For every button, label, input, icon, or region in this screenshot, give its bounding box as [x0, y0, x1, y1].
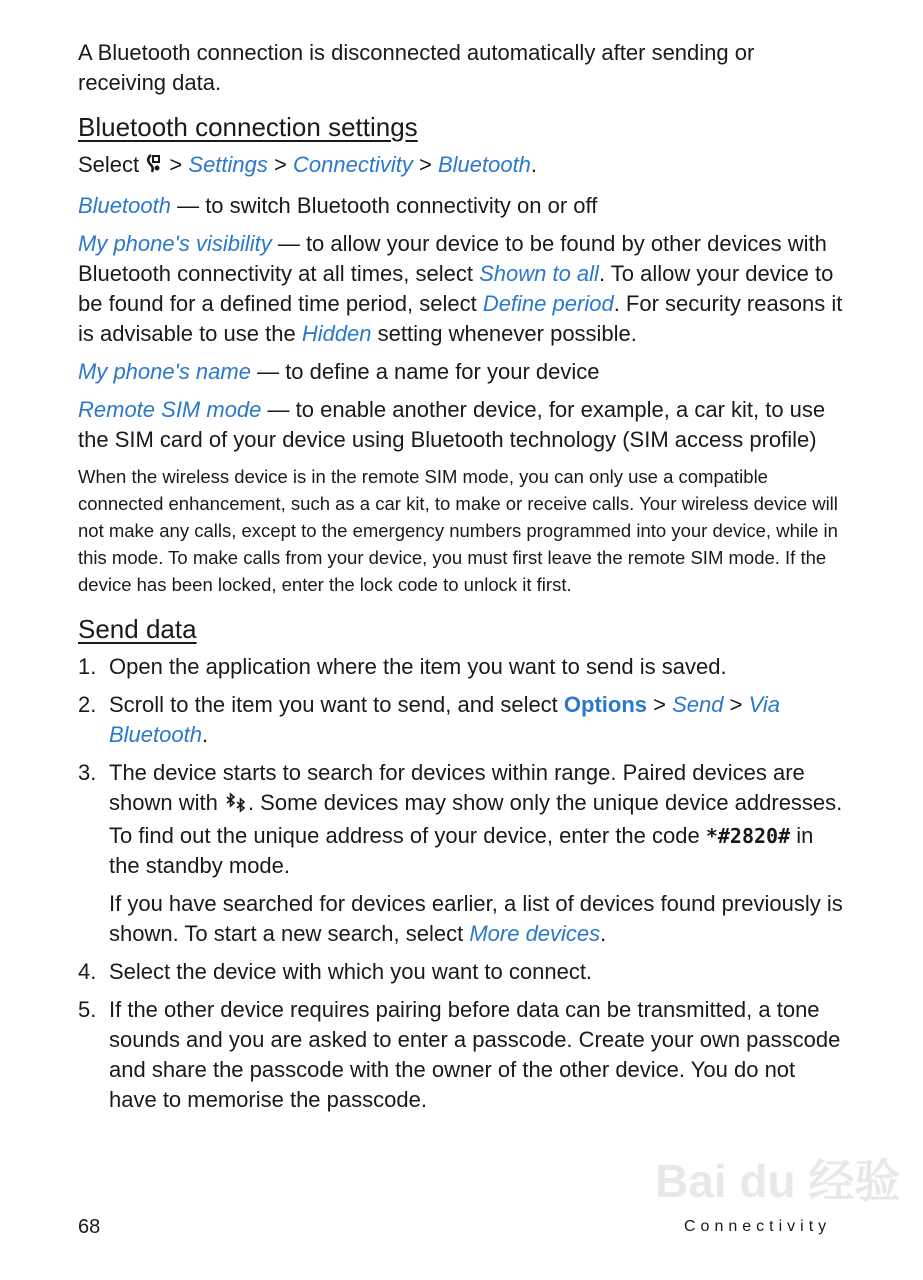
period: . — [600, 921, 607, 946]
text: Scroll to the item you want to send, and select — [109, 692, 564, 717]
step-5 — [78, 995, 848, 1115]
step-text: Open the application where the item you want to send is saved. — [109, 654, 727, 679]
menu-via-bluetooth[interactable]: Via Bluetooth — [109, 692, 780, 747]
step-text — [109, 758, 848, 881]
option-shown-to-all: Shown to all — [479, 261, 599, 286]
desc: — to allow your device to be found by other devices with Bluetooth connectivity at all times, select — [78, 231, 827, 286]
remote-sim-note: When the wireless device is in the remote SIM mode, you can only use a compatible connected enhancement, such as a car kit, to make or receive calls. Your wireless device will not make any calls, except to the emergency numbers programmed into your device, while in this mode. To make calls from your device, you must first leave the remote SIM mode. If the device has been locked, enter the lock code to unlock it first. — [78, 466, 838, 595]
menu-connectivity[interactable]: Connectivity — [293, 152, 413, 177]
option-define-period: Define period — [482, 291, 614, 316]
page-number: 68 — [78, 1216, 101, 1238]
text: in the standby mode. — [109, 823, 814, 878]
menu-options[interactable]: Options — [563, 692, 648, 717]
term-name: My phone's name — [78, 359, 251, 384]
page-content — [78, 38, 848, 1123]
code: *#2820# — [705, 824, 791, 848]
desc: . To allow your device to be found for a defined time period, select — [78, 261, 834, 316]
desc: — to switch Bluetooth connectivity on or off — [170, 193, 598, 218]
step-number: 4. — [78, 959, 97, 984]
setting-name — [78, 357, 848, 387]
step-number: 3. — [78, 760, 97, 785]
step-4 — [78, 957, 848, 987]
text: If you have searched for devices earlier, a list of devices found previously is shown. To start a new search, select — [109, 891, 843, 946]
separator: > — [274, 152, 287, 177]
period: . — [530, 152, 538, 177]
step-number: 2. — [78, 692, 97, 717]
term-bluetooth: Bluetooth — [78, 193, 171, 218]
desc: — to define a name for your device — [250, 359, 600, 384]
text: The device starts to search for devices within range. Paired devices are shown with — [109, 760, 805, 815]
separator: > — [169, 152, 183, 177]
setting-remote-sim — [78, 395, 848, 455]
menu-settings[interactable]: Settings — [188, 152, 268, 177]
menu-key-icon — [145, 153, 163, 183]
separator: > — [723, 692, 749, 717]
period: . — [201, 722, 209, 747]
send-steps — [78, 652, 848, 1115]
desc: — to enable another device, for example, a car kit, to use the SIM card of your device using Bluetooth technology (SIM access profile) — [78, 397, 826, 452]
term-visibility: My phone's visibility — [78, 231, 272, 256]
step-3 — [78, 758, 848, 949]
step-number: 1. — [78, 654, 97, 679]
term-remote-sim: Remote SIM mode — [78, 397, 262, 422]
desc: . For security reasons it is advisable to use the — [78, 291, 843, 346]
separator: > — [647, 692, 673, 717]
menu-bluetooth[interactable]: Bluetooth — [437, 152, 531, 177]
option-hidden: Hidden — [301, 321, 372, 346]
watermark: Bai du 经验 — [655, 1155, 901, 1207]
separator: > — [418, 152, 432, 177]
section-heading-bluetooth-settings: Bluetooth connection settings — [78, 112, 418, 142]
intro-text: A Bluetooth connection is disconnected automatically after sending or receiving data. — [78, 40, 755, 95]
step-2 — [78, 690, 848, 750]
footer-section-title: Connectivity — [684, 1218, 832, 1235]
step-text: If the other device requires pairing before data can be transmitted, a tone sounds and you are asked to enter a passcode. Create your own passcode and share the passcode with the owner of the other device. You do not have to memorise the passcode. — [109, 997, 841, 1112]
step-3-note — [109, 889, 848, 949]
step-1 — [78, 652, 848, 682]
step-number: 5. — [78, 997, 97, 1022]
option-more-devices[interactable]: More devices — [469, 921, 601, 946]
step-text: Select the device with which you want to connect. — [109, 959, 593, 984]
text: . Some devices may show only the unique device addresses. To find out the unique address of your device, enter the code — [109, 790, 843, 848]
menu-path — [78, 150, 848, 183]
section-heading-send-data: Send data — [78, 614, 197, 644]
setting-visibility — [78, 229, 848, 349]
menu-send[interactable]: Send — [672, 692, 724, 717]
desc: setting whenever possible. — [371, 321, 637, 346]
select-text: Select — [78, 152, 140, 177]
step-text — [109, 690, 848, 750]
setting-bluetooth — [78, 191, 848, 221]
paired-bluetooth-icon — [224, 791, 248, 821]
